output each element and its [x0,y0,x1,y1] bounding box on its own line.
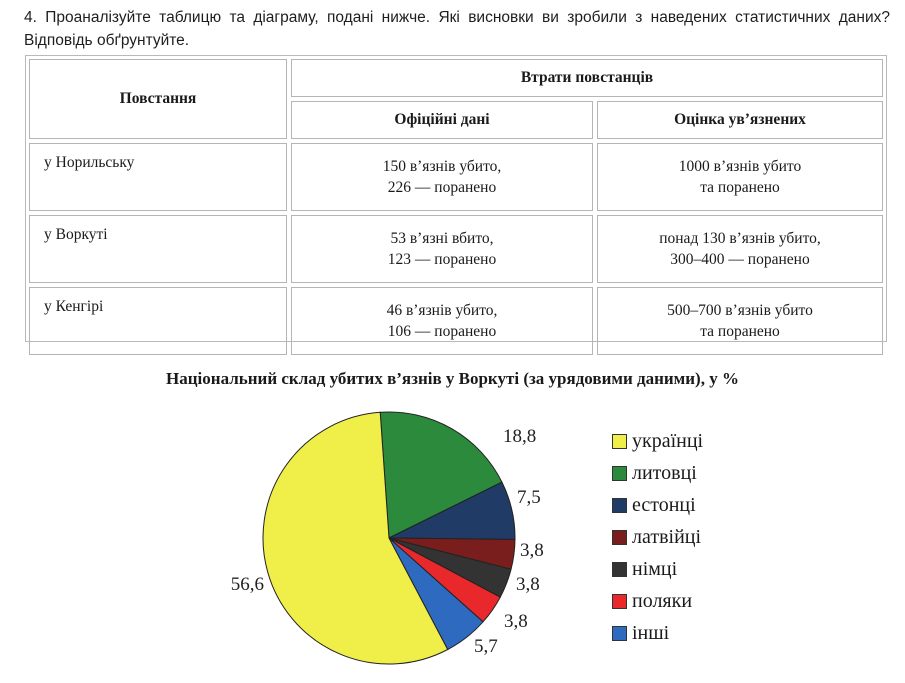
place-cell: у Воркуті [29,215,287,283]
official-line: 53 в’язні вбито, [390,230,494,247]
legend-item [612,553,703,585]
pie-value-label: 18,8 [503,426,537,447]
place-cell: у Норильську [29,143,287,211]
legend-item [612,457,703,489]
legend-label: литовці [632,461,697,484]
header-official: Офіційні дані [291,101,593,139]
header-insurrection: Повстання [29,59,287,139]
legend-label: поляки [632,589,693,612]
legend-swatch [612,594,627,609]
header-losses: Втрати повстанців [291,59,883,97]
official-line: 123 — поранено [387,251,497,268]
legend-label: естонці [632,493,696,516]
legend-swatch [612,498,627,513]
legend-item [612,521,703,553]
legend-swatch [612,626,627,641]
legend-item [612,617,703,649]
legend-item [612,585,703,617]
legend-label: українці [632,429,704,452]
legend-swatch [612,434,627,449]
legend-item [612,425,703,457]
official-line: 150 в’язнів убито, [382,158,502,175]
legend-item [612,489,703,521]
estimate-line: 500–700 в’язнів убито [667,302,813,319]
chart-title: Національний склад убитих в’язнів у Воркуті (за урядовими даними), у % [166,369,739,388]
estimate-line: та поранено [700,323,780,340]
official-line: 46 в’язнів убито, [386,302,498,319]
legend-swatch [612,530,627,545]
task-question: 4. Проаналізуйте таблицю та діаграму, подані нижче. Які висновки ви зробили з наведених статистичних даних? Відповідь обґрунтуйте. [24,9,890,49]
legend-swatch [612,562,627,577]
pie-value-label: 3,8 [520,540,544,561]
legend-swatch [612,466,627,481]
legend-label: німці [632,557,678,580]
pie-value-label: 3,8 [516,574,540,595]
pie-value-label: 3,8 [504,611,528,632]
legend-label: інші [632,621,670,644]
header-prisoners-estimate: Оцінка ув’язнених [597,101,883,139]
official-line: 226 — поранено [387,179,497,196]
legend-label: латвійці [632,525,702,548]
pie-value-label: 7,5 [517,487,541,508]
pie-value-label: 56,6 [230,574,264,595]
official-line: 106 — поранено [387,323,497,340]
pie-value-label: 5,7 [474,636,498,657]
place-cell: у Кенгірі [29,287,287,355]
estimate-line: та поранено [700,179,780,196]
chart-legend [612,425,703,649]
estimate-line: 1000 в’язнів убито [678,158,802,175]
estimate-line: 300–400 — поранено [670,251,810,268]
estimate-line: понад 130 в’язнів убито, [659,230,821,247]
